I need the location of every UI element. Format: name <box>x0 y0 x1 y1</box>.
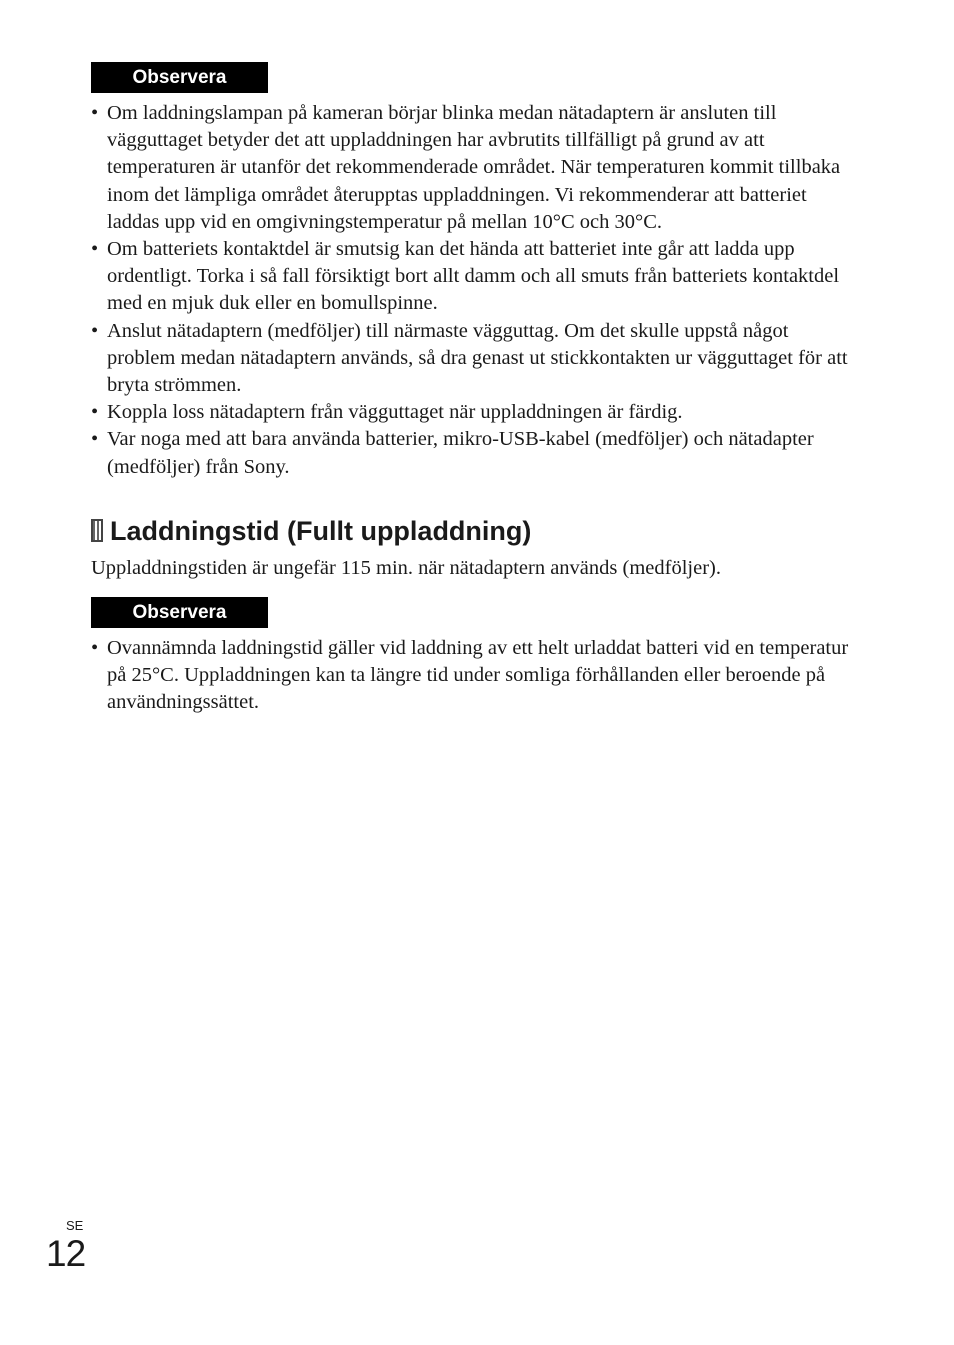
section-heading-text: Laddningstid (Fullt uppladdning) <box>110 516 532 546</box>
observera-label: Observera <box>91 597 268 628</box>
list-item <box>91 399 851 426</box>
list-item <box>91 236 851 318</box>
list-item-text: Ovannämnda laddningstid gäller vid laddning av ett helt urladdat batteri vid en temperatur på 25°C. Uppladdningen kan ta längre tid under somliga förhållanden eller beroende på användningssättet. <box>107 637 849 714</box>
notes-list <box>91 100 851 481</box>
list-item <box>91 635 851 717</box>
bullet-icon: • <box>91 238 99 261</box>
list-item <box>91 426 851 480</box>
list-item-text: Koppla loss nätadaptern från vägguttaget när uppladdningen är färdig. <box>107 401 683 424</box>
bullet-icon: • <box>91 637 99 659</box>
observera-label: Observera <box>91 62 268 93</box>
notes-list <box>91 635 851 717</box>
list-item <box>91 100 851 236</box>
page-number: 12 <box>46 1233 86 1274</box>
bullet-icon: • <box>91 428 99 451</box>
bullet-icon: • <box>91 401 99 424</box>
list-item-text: Var noga med att bara använda batterier, mikro-USB-kabel (medföljer) och nätadapter (medföljer) från Sony. <box>107 428 814 478</box>
language-code: SE <box>66 1218 84 1233</box>
list-item-text: Om batteriets kontaktdel är smutsig kan det hända att batteriet inte går att ladda upp ordentligt. Torka i så fall försiktigt bort allt damm och all smuts från batteriets kontaktdel med en mjuk duk eller en bomullspinne. <box>107 238 840 315</box>
list-item-text: Om laddningslampan på kameran börjar blinka medan nätadaptern är ansluten till vägguttaget betyder det att uppladdningen har avbrutits tillfälligt på grund av att temperaturen är utanför det rekommenderade området. När temperaturen kommit tillbaka inom det lämpliga området återupptas uppladdningen. Vi rekommenderar att batteriet laddas upp vid en omgivningstemperatur på mellan 10°C och 30°C. <box>107 102 841 233</box>
list-item-text: Anslut nätadaptern (medföljer) till närmaste vägguttag. Om det skulle uppstå något problem medan nätadaptern används, så dra genast ut stickkontakten ur vägguttaget för att bryta strömmen. <box>107 319 848 397</box>
charging-time-paragraph: Uppladdningstiden är ungefär 115 min. när nätadaptern används (medföljer). <box>91 557 721 579</box>
bullet-icon: • <box>91 102 99 124</box>
list-item <box>91 318 851 400</box>
section-heading <box>91 512 531 550</box>
bullet-icon: • <box>91 319 99 342</box>
heading-marker-icon <box>91 519 103 542</box>
